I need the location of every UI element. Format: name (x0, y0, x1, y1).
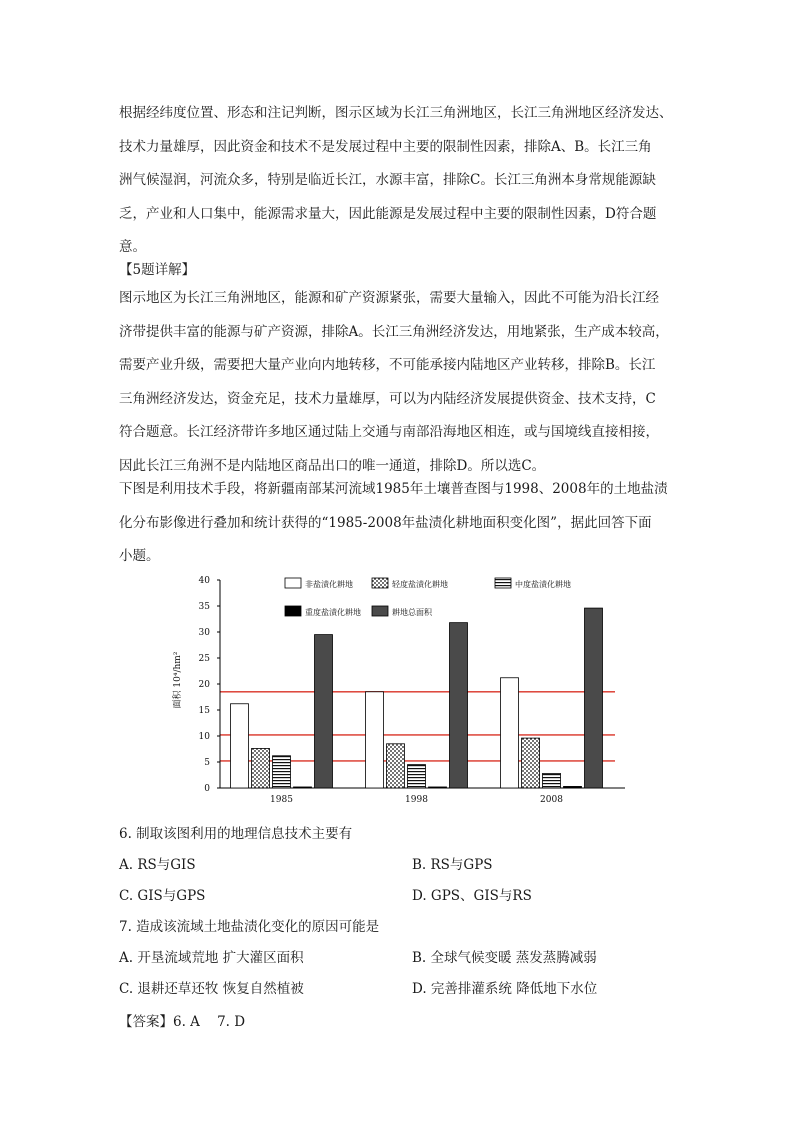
text-line: 意。 (119, 239, 146, 256)
question-7-option-d[interactable]: D. 完善排灌系统 降低地下水位 (412, 981, 598, 997)
x-tick-label: 2008 (540, 795, 563, 805)
bar-轻度盐渍化耕地 (522, 738, 540, 788)
legend-label: 耕地总面积 (392, 608, 432, 617)
y-tick-label: 30 (198, 628, 210, 638)
explanation-5 (119, 282, 675, 484)
answer-line: 【答案】6. A 7. D (119, 1014, 246, 1030)
y-tick-label: 25 (198, 654, 210, 664)
text-line: 根据经纬度位置、形态和注记判断，图示区域为长江三角洲地区，长江三角洲地区经济发达、 (119, 105, 673, 121)
bar-重度盐渍化耕地 (294, 787, 312, 788)
legend-swatch (372, 578, 388, 588)
bar-非盐渍化耕地 (501, 678, 519, 788)
text-line: 技术力量雄厚，因此资金和技术不是发展过程中主要的限制性因素，排除A、B。长江三角 (119, 138, 652, 155)
question-7-stem: 7. 造成该流域土地盐渍化变化的原因可能是 (119, 919, 380, 935)
text-line: 化分布影像进行叠加和统计获得的“1985-2008年盐渍化耕地面积变化图”，据此回答下面 (119, 514, 652, 531)
y-tick-label: 35 (198, 602, 210, 612)
bar-中度盐渍化耕地 (273, 756, 291, 788)
text-line: 洲气候湿润，河流众多，特别是临近长江，水源丰富，排除C。长江三角洲本身常规能源缺 (119, 172, 656, 189)
legend-label: 重度盐渍化耕地 (305, 608, 361, 617)
text-line: 需要产业升级，需要把大量产业向内地转移，不可能承接内陆地区产业转移，排除B。长江 (119, 357, 656, 374)
bar-非盐渍化耕地 (231, 704, 249, 788)
bar-轻度盐渍化耕地 (252, 748, 270, 788)
question-6-option-c[interactable]: C. GIS与GPS (119, 888, 206, 904)
y-tick-label: 20 (198, 680, 210, 690)
text-line: 三角洲经济发达，资金充足，技术力量雄厚，可以为内陆经济发展提供资金、技术支持，C (119, 390, 656, 407)
legend-swatch (372, 606, 388, 616)
bar-耕地总面积 (315, 635, 333, 788)
y-tick-label: 0 (204, 784, 210, 794)
text-line: 济带提供丰富的能源与矿产资源，排除A。长江三角洲经济发达，用地紧张，生产成本较高， (119, 323, 669, 340)
legend-swatch (285, 578, 301, 588)
y-axis-label: 面积 10⁴/hm² (173, 651, 183, 709)
y-tick-label: 15 (198, 706, 210, 716)
question-7-option-c[interactable]: C. 退耕还草还牧 恢复自然植被 (119, 981, 304, 997)
text-line: 符合题意。长江经济带许多地区通过陆上交通与南部沿海地区相连，或与国境线直接相接， (119, 424, 659, 441)
chart-intro (119, 473, 675, 574)
text-line: 下图是利用技术手段，将新疆南部某河流域1985年土壤普查图与1998、2008年的土地盐渍 (119, 481, 668, 497)
question-6-option-b[interactable]: B. RS与GPS (412, 857, 493, 873)
question-6-stem: 6. 制取该图利用的地理信息技术主要有 (119, 826, 353, 842)
bar-耕地总面积 (450, 623, 468, 788)
salinization-bar-chart (173, 570, 635, 810)
question-7-option-b[interactable]: B. 全球气候变暖 蒸发蒸腾减弱 (412, 950, 597, 966)
question-5-heading: 【5题详解】 (119, 262, 196, 278)
question-7-option-a[interactable]: A. 开垦流域荒地 扩大灌区面积 (119, 950, 304, 966)
y-tick-label: 40 (198, 576, 210, 586)
text-line: 因此长江三角洲不是内陆地区商品出口的唯一通道，排除D。所以选C。 (119, 457, 546, 474)
bar-轻度盐渍化耕地 (387, 744, 405, 788)
legend-label: 非盐渍化耕地 (305, 580, 353, 589)
bar-中度盐渍化耕地 (408, 765, 426, 788)
text-line: 图示地区为长江三角洲地区，能源和矿产资源紧张，需要大量输入，因此不可能为沿长江经 (119, 290, 659, 306)
bar-重度盐渍化耕地 (429, 787, 447, 788)
question-6-option-a[interactable]: A. RS与GIS (119, 857, 196, 873)
bar-耕地总面积 (585, 608, 603, 788)
y-tick-label: 5 (204, 758, 210, 768)
x-tick-label: 1985 (270, 795, 293, 805)
x-tick-label: 1998 (405, 795, 428, 805)
legend-label: 中度盐渍化耕地 (515, 580, 571, 589)
bar-重度盐渍化耕地 (564, 786, 582, 788)
y-tick-label: 10 (198, 732, 210, 742)
bar-中度盐渍化耕地 (543, 773, 561, 788)
text-line: 乏，产业和人口集中，能源需求量大，因此能源是发展过程中主要的限制性因素，D符合题 (119, 205, 657, 222)
explanation-4 (119, 97, 675, 265)
text-line: 小题。 (119, 548, 160, 565)
legend-swatch (285, 606, 301, 616)
question-6-option-d[interactable]: D. GPS、GIS与RS (412, 888, 532, 904)
legend-swatch (495, 578, 511, 588)
bar-非盐渍化耕地 (366, 692, 384, 788)
legend-label: 轻度盐渍化耕地 (392, 580, 448, 589)
